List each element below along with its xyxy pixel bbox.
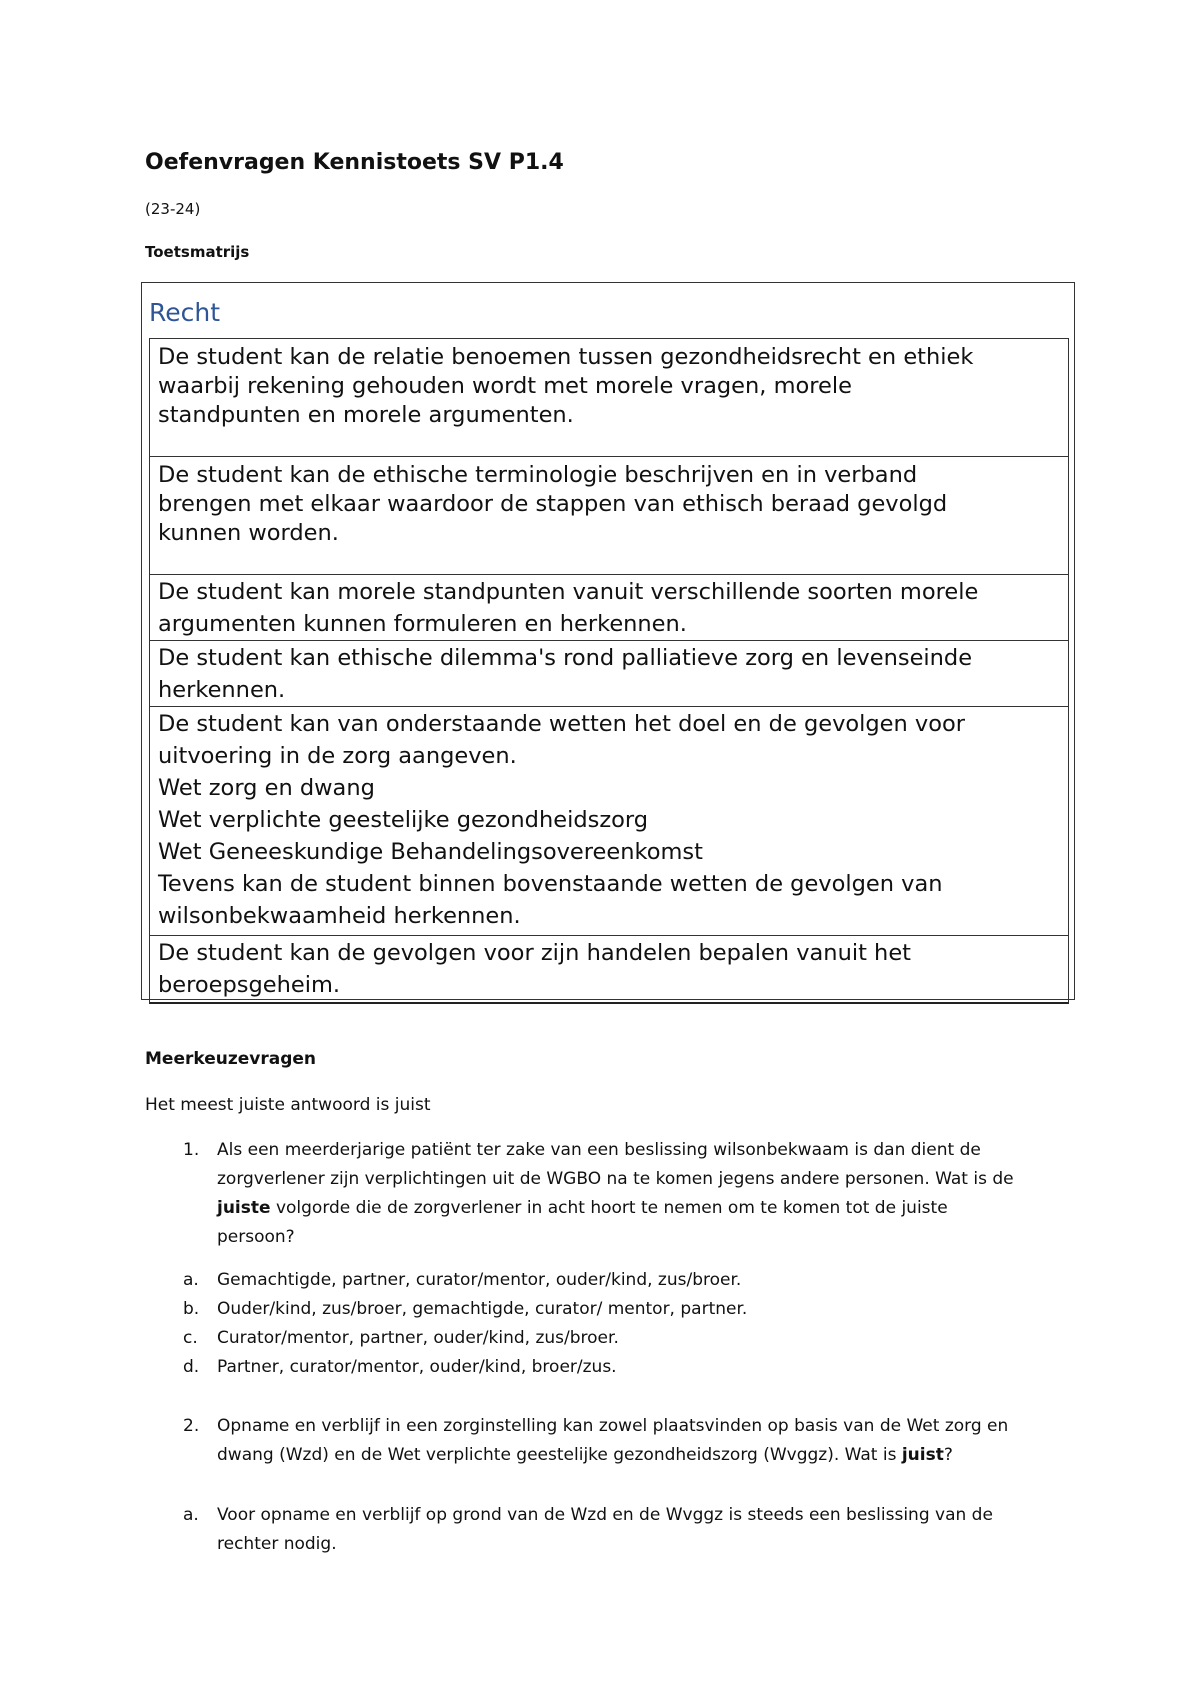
question-number: 2.	[183, 1416, 200, 1436]
matrix-row: De student kan van onderstaande wetten het doel en de gevolgen voor uitvoering in de zorg aangeven. Wet zorg en dwang Wet verplichte geestelijke gezondheidszorg Wet Geneeskundige Behandelingsovereenkomst Tevens kan de student binnen bovenstaande wetten de gevolgen van wilsonbekwaamheid herkennen.	[150, 707, 1068, 936]
question-text: Opname en verblijf in een zorginstelling kan zowel plaatsvinden op basis van de Wet zorg en dwang (Wzd) en de Wet verplichte geestelijke gezondheidszorg (Wvggz). Wat is juist?	[217, 1416, 1009, 1465]
matrix-inner-table	[149, 338, 1069, 1004]
matrix-row: De student kan ethische dilemma's rond palliatieve zorg en levenseinde herkennen.	[150, 641, 1068, 707]
question-1	[145, 1136, 1145, 1256]
matrix-label: Toetsmatrijs	[145, 243, 250, 261]
matrix-row: De student kan de relatie benoemen tussen gezondheidsrecht en ethiek waarbij rekening gehouden wordt met morele vragen, morele standpunten en morele argumenten.	[150, 339, 1068, 457]
question-number: 1.	[183, 1140, 200, 1160]
emphasis: juist	[901, 1445, 944, 1465]
document-year: (23-24)	[145, 200, 201, 218]
matrix-row: De student kan morele standpunten vanuit verschillende soorten morele argumenten kunnen formuleren en herkennen.	[150, 575, 1068, 641]
question-2	[145, 1412, 1145, 1472]
mc-instruction: Het meest juiste antwoord is juist	[145, 1095, 431, 1115]
matrix-heading: Recht	[149, 298, 221, 327]
question-text: Als een meerderjarige patiënt ter zake van een beslissing wilsonbekwaam is dan dient de zorgverlener zijn verplichtingen uit de WGBO na te komen jegens andere personen. Wat is de juiste volgorde die de zorgverlener in acht hoort te nemen om te komen tot de juiste persoon?	[217, 1140, 1014, 1247]
mc-heading: Meerkeuzevragen	[145, 1049, 317, 1069]
matrix-row: De student kan de ethische terminologie beschrijven en in verband brengen met elkaar waardoor de stappen van ethisch beraad gevolgd kunnen worden.	[150, 457, 1068, 575]
matrix-row: De student kan de gevolgen voor zijn handelen bepalen vanuit het beroepsgeheim.	[158, 940, 911, 998]
document-title: Oefenvragen Kennistoets SV P1.4	[145, 150, 564, 175]
emphasis: juiste	[217, 1198, 271, 1218]
document-page: Oefenvragen Kennistoets SV P1.4 (23-24) Toetsmatrijs Recht De student kan de relatie benoemen tussen gezondheidsrecht en ethiek waarbij rekening gehouden wordt met morele vragen, morele standpunten en morele argumenten. De student kan de ethische terminologie beschrijven en in verband brengen met elkaar waardoor de stappen van ethisch beraad gevolgd kunnen worden. De student kan morele standpunten vanuit verschillende soorten morele argumenten kunnen formuleren en herkennen. De student kan ethische dilemma's rond palliatieve zorg en levenseinde herkennen. De student kan van onderstaande wetten het doel en de gevolgen voor uitvoering in de zorg aangeven. Wet zorg en dwang Wet verplichte geestelijke gezondheidszorg Wet Geneeskundige Behandelingsovereenkomst Tevens kan de student binnen bovenstaande wetten de gevolgen van wilsonbekwaamheid herkennen. De student kan de gevolgen voor zijn handelen bepalen vanuit het beroepsgeheim. Meerkeuzevragen Het meest juiste antwoord is juist 1. Als een meerderjarige patiënt ter zake van een beslissing wilsonbekwaam is dan dient de zorgverlener zijn verplichtingen uit de WGBO na te komen jegens andere personen. Wat is de juiste volgorde die de zorgverlener in acht hoort te nemen om te komen tot de juiste persoon? a. Gemachtigde, partner, curator/mentor, ouder/kind, zus/broer. b. Ouder/kind, zus/broer, gemachtigde, curator/ mentor, partner. c. Curator/mentor, partner, ouder/kind, zus/broer. d. Partner, curator/mentor, ouder/kind, broer/zus. 2. Opname en verblijf in een zorginstelling kan zowel plaatsvinden op basis van de Wet zorg en dwang (Wzd) en de Wet verplichte geestelijke gezondheidszorg (Wvggz). Wat is juist? a. Voor opname en verblijf op grond van de Wzd en de Wvggz is steeds een beslissing van de rechter nodig.	[0, 0, 1200, 1696]
